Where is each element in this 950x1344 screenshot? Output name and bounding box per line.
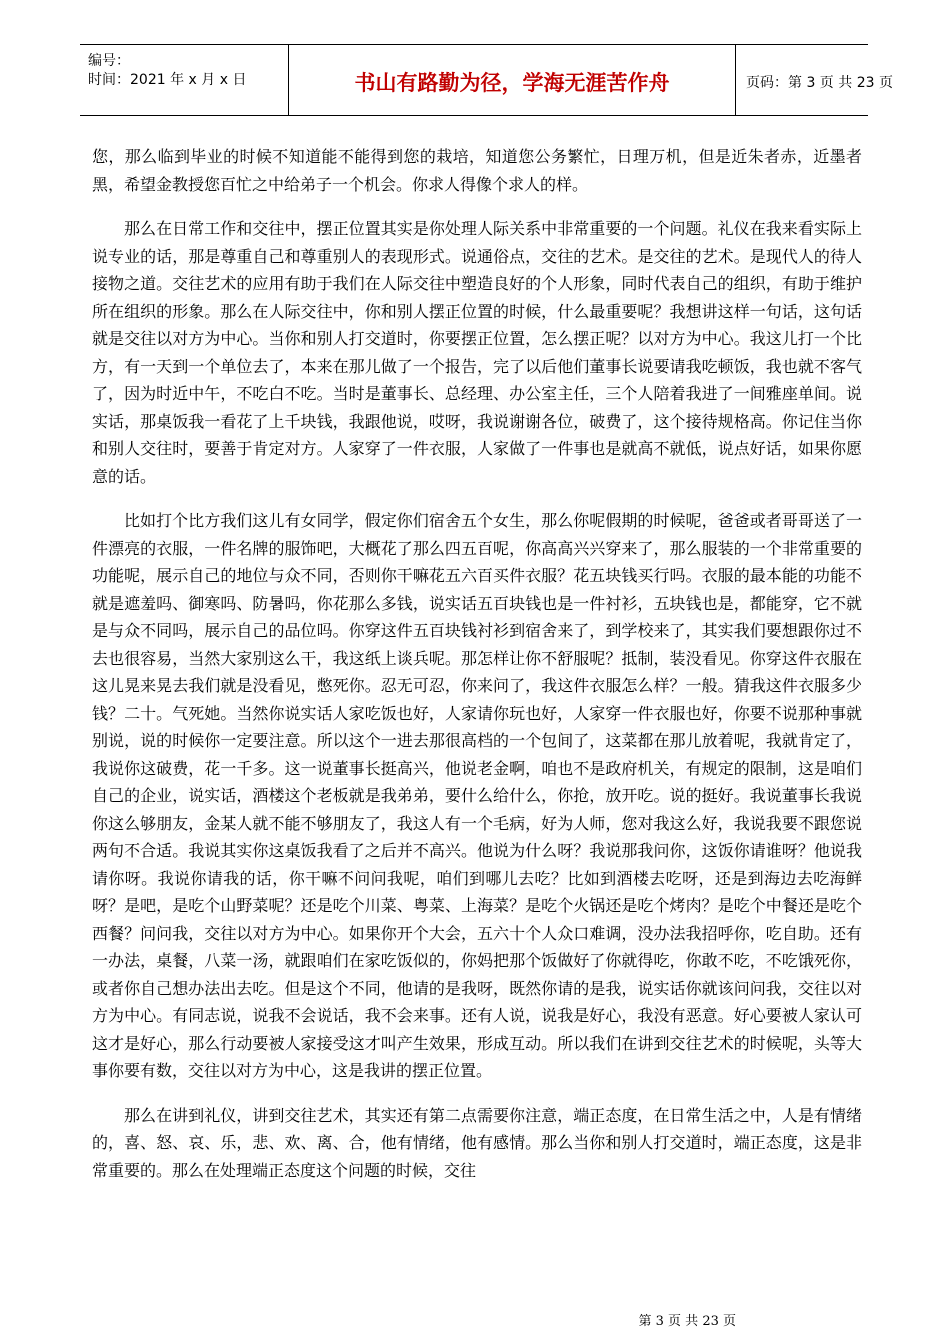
header-info-cell [80, 45, 288, 115]
paragraph-2: 那么在日常工作和交往中，摆正位置其实是你处理人际关系中非常重要的一个问题。礼仪在我来看实际上说专业的话，那是尊重自己和尊重别人的表现形式。说通俗点，交往的艺术。是交往的艺术。是现代人的待人接物之道。交往艺术的应用有助于我们在人际交往中塑造良好的个人形象，同时代表自己的组织，有助于维护所在组织的形象。那么在人际交往中，你和别人摆正位置的时候，什么最重要呢？我想讲这样一句话，这句话就是交往以对方为中心。当你和别人打交道时，你要摆正位置，怎么摆正呢？以对方为中心。我这儿打一个比方，有一天到一个单位去了，本来在那儿做了一个报告，完了以后他们董事长说要请我吃顿饭，我也就不客气了，因为时近中午，不吃白不吃。当时是董事长、总经理、办公室主任，三个人陪着我进了一间雅座单间。说实话，那桌饭我一看花了上千块钱，我跟他说，哎呀，我说谢谢各位，破费了，这个接待规格高。你记住当你和别人交往时，要善于肯定对方。人家穿了一件衣服，人家做了一件事也是就高不就低，说点好话，如果你愿意的话。 [92, 219, 862, 486]
header-page-info: 页码：第 3 页 共 23 页 [746, 75, 893, 91]
header-motto-cell [288, 45, 736, 115]
document-number-label: 编号： [88, 53, 130, 69]
header-page-cell [736, 45, 893, 115]
paragraph-1: 您，那么临到毕业的时候不知道能不能得到您的栽培，知道您公务繁忙，日理万机，但是近朱者赤，近墨者黑，希望金教授您百忙之中给弟子一个机会。你求人得像个求人的样。 [92, 147, 862, 194]
document-time-label: 时间：2021 年 x 月 x 日 [88, 72, 247, 88]
paragraph-3: 比如打个比方我们这儿有女同学，假定你们宿舍五个女生，那么你呢假期的时候呢，爸爸或者哥哥送了一件漂亮的衣服，一件名牌的服饰吧，大概花了那么四五百呢，你高高兴兴穿来了，那么服装的一个非常重要的功能呢，展示自己的地位与众不同，否则你干嘛花五六百买件衣服？花五块钱买行吗。衣服的最本能的功能不就是遮羞吗、御寒吗、防暑吗，你花那么多钱，说实话五百块钱也是一件衬衫，五块钱也是，都能穿，它不就是与众不同吗，展示自己的品位吗。你穿这件五百块钱衬衫到宿舍来了，到学校来了，其实我们要想跟你过不去也很容易，当然大家别这么干，我这纸上谈兵呢。那怎样让你不舒服呢？抵制，装没看见。你穿这件衣服在这儿晃来晃去我们就是没看见，憋死你。忍无可忍，你来问了，我这件衣服怎么样？一般。猜我这件衣服多少钱？二十。气死她。当然你说实话人家吃饭也好，人家请你玩也好，人家穿一件衣服也好，你要不说那种事就别说，说的时候你一定要注意。所以这个一进去那很高档的一个包间了，这菜都在那儿放着呢，我就肯定了，我说你这破费，花一千多。这一说董事长挺高兴，他说老金啊，咱也不是政府机关，有规定的限制，这是咱们自己的企业，说实话，酒楼这个老板就是我弟弟，要什么给什么，你抢，放开吃。说的挺好。我说董事长我说你这么够朋友，金某人就不能不够朋友了，我这人有一个毛病，好为人师，您对我这么好，我说我要不跟您说两句不合适。我说其实你这桌饭我看了之后并不高兴。他说为什么呀？我说那我问你，这饭你请谁呀？他说我请你呀。我说你请我的话，你干嘛不问问我呢，咱们到哪儿去吃？比如到酒楼去吃呀，还是到海边去吃海鲜呀？是吧，是吃个山野菜呢？还是吃个川菜、粤菜、上海菜？是吃个火锅还是吃个烤肉？是吃个中餐还是吃个西餐？问问我，交往以对方为中心。如果你开个大会，五六十个人众口难调，没办法我招呼你，吃自助。还有一办法，桌餐，八菜一汤，就跟咱们在家吃饭似的，你妈把那个饭做好了你就得吃，你敢不吃，不吃饿死你，或者你自己想办法出去吃。但是这个不同，他请的是我呀，既然你请的是我，说实话你就该问问我，交往以对方为中心。有同志说，说我不会说话，我不会来事。还有人说，说我是好心，我没有恶意。好心要被人家认可这才是好心，那么行动要被人家接受这才叫产生效果，形成互动。所以我们在讲到交往艺术的时候呢，头等大事你要有数，交往以对方为中心，这是我讲的摆正位置。 [92, 511, 862, 1080]
document-body [92, 143, 862, 1201]
header-motto: 书山有路勤为径，学海无涯苦作舟 [354, 71, 670, 95]
page-footer: 第 3 页 共 23 页 [638, 1314, 736, 1329]
page-header [80, 44, 893, 116]
paragraph-4: 那么在讲到礼仪，讲到交往艺术，其实还有第二点需要你注意，端正态度，在日常生活之中，人是有情绪的，喜、怒、哀、乐，悲、欢、离、合，他有情绪，他有感情。那么当你和别人打交道时，端正态度，这是非常重要的。那么在处理端正态度这个问题的时候，交往 [92, 1105, 862, 1180]
